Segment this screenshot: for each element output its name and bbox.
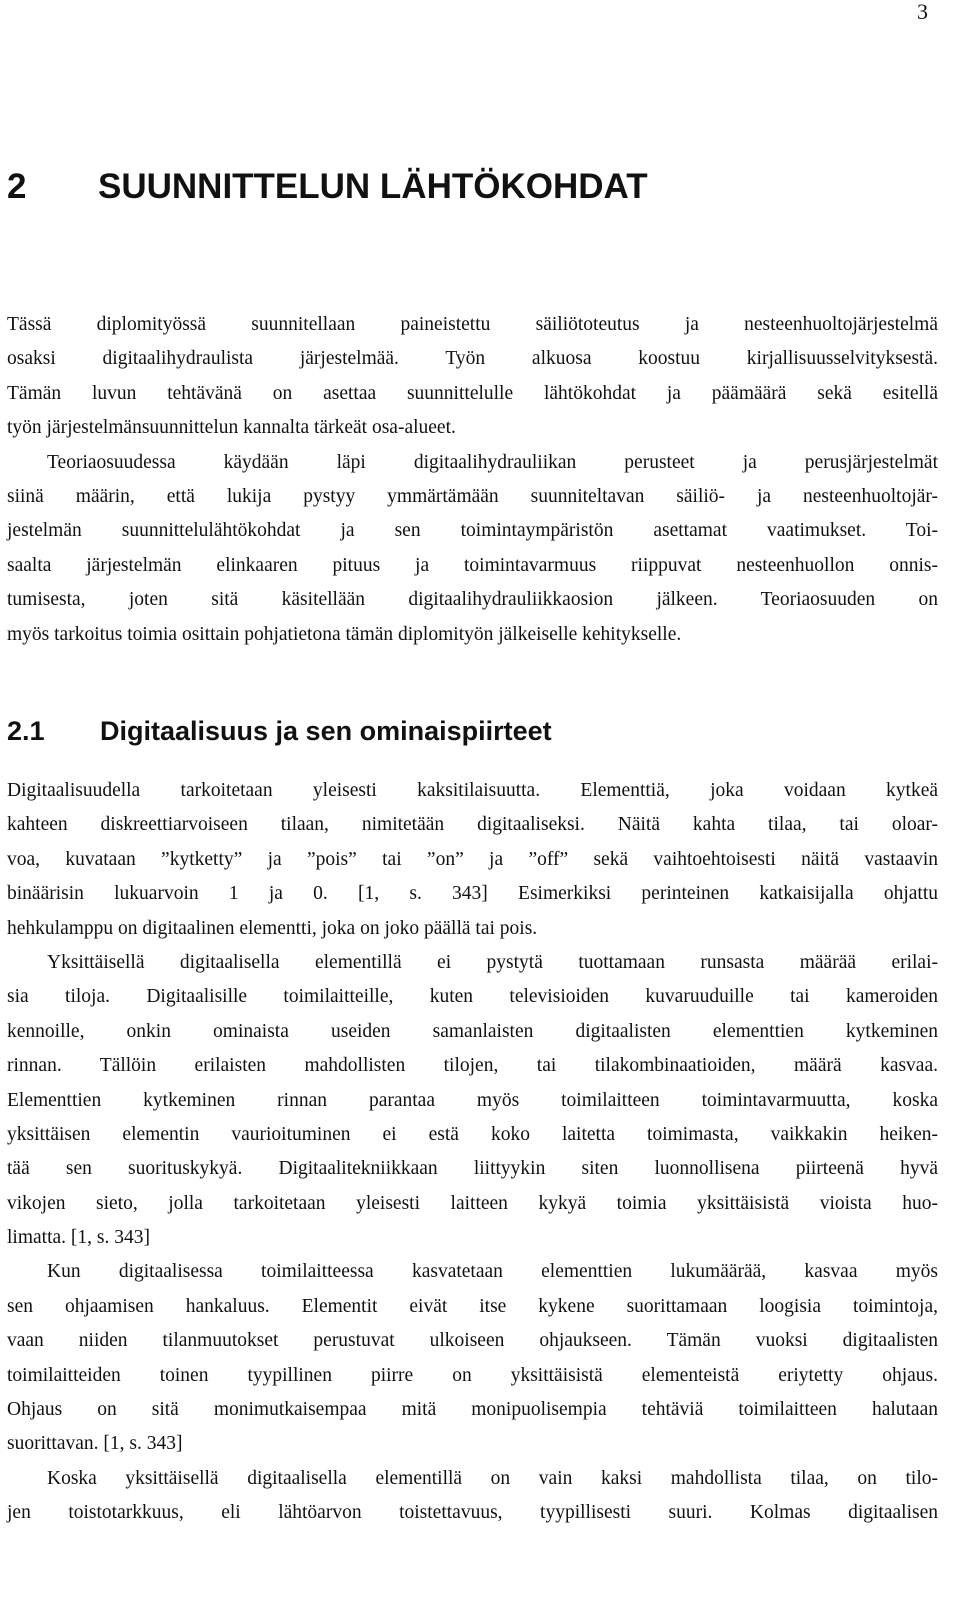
intro-text [7, 308, 938, 652]
text-line: osaksi digitaalihydraulista järjestelmää. Työn alkuosa koostuu kirjallisuusselvityksestä. [7, 348, 938, 370]
chapter-heading [7, 166, 648, 208]
text-line: Digitaalisuudella tarkoitetaan yleisesti kaksitilaisuutta. Elementtiä, joka voidaan kytkeä [7, 780, 938, 801]
text-line: Elementtien kytkeminen rinnan parantaa myös toimilaitteen toimintavarmuutta, koska [7, 1089, 938, 1111]
text-line: Tässä diplomityössä suunnitellaan paineistettu säiliötoteutus ja nesteenhuoltojärjestelmä [7, 314, 938, 335]
section-title: Digitaalisuus ja sen ominaispiirteet [100, 716, 552, 746]
text-line: kennoille, onkin ominaista useiden samanlaisten digitaalisten elementtien kytkeminen [7, 1020, 938, 1042]
page-number: 3 [917, 0, 928, 24]
text-line: työn järjestelmänsuunnittelun kannalta tärkeät osa-alueet. [7, 417, 456, 439]
section-number: 2.1 [7, 716, 45, 746]
text-line: Kun digitaalisessa toimilaitteessa kasvatetaan elementtien lukumäärää, kasvaa myös [47, 1261, 938, 1283]
text-line: sen ohjaamisen hankaluus. Elementit eivät itse kykene suorittamaan loogisia toimintoja, [7, 1295, 938, 1317]
text-line: hehkulamppu on digitaalinen elementti, joka on joko päällä tai pois. [7, 917, 538, 939]
text-line: limatta. [1, s. 343] [7, 1227, 150, 1249]
section-heading [7, 711, 552, 751]
text-line: saalta järjestelmän elinkaaren pituus ja toimintavarmuus riippuvat nesteenhuollon onnis- [7, 554, 938, 576]
text-line: vaan niiden tilanmuutokset perustuvat ulkoiseen ohjaukseen. Tämän vuoksi digitaalisten [7, 1330, 938, 1352]
text-line: rinnan. Tällöin erilaisten mahdollisten tilojen, tai tilakombinaatioiden, määrä kasvaa. [7, 1055, 938, 1077]
text-line: toimilaitteiden toinen tyypillinen piirre on yksittäisistä elementeistä eriytetty ohjaus. [7, 1364, 938, 1386]
text-line: jen toistotarkkuus, eli lähtöarvon toistettavuus, tyypillisesti suuri. Kolmas digitaalisen [7, 1502, 938, 1524]
chapter-number: 2 [7, 167, 27, 206]
text-line: kahteen diskreettiarvoiseen tilaan, nimitetään digitaaliseksi. Näitä kahta tilaa, tai oloar- [7, 814, 938, 836]
text-line: tää sen suorituskykyä. Digitaalitekniikkaan liittyykin siten luonnollisena piirteenä hyvä [7, 1158, 938, 1180]
text-line: suorittavan. [1, s. 343] [7, 1433, 183, 1455]
text-line: Tämän luvun tehtävänä on asettaa suunnittelulle lähtökohdat ja päämäärä sekä esitellä [7, 382, 938, 404]
text-line: jestelmän suunnittelulähtökohdat ja sen toimintaympäristön asettamat vaatimukset. Toi- [7, 520, 938, 542]
text-line: Koska yksittäisellä digitaalisella elementillä on vain kaksi mahdollista tilaa, on tilo- [47, 1467, 938, 1489]
text-line: binäärisin lukuarvoin 1 ja 0. [1, s. 343] Esimerkiksi perinteinen katkaisijalla ohjattu [7, 883, 938, 905]
text-line: vikojen sieto, jolla tarkoitetaan yleisesti laitteen kykyä toimia yksittäisistä vioista huo- [7, 1192, 938, 1214]
text-line: siinä määrin, että lukija pystyy ymmärtämään suunniteltavan säiliö- ja nesteenhuoltojär- [7, 485, 938, 507]
section-text [7, 774, 938, 1531]
text-line: Teoriaosuudessa käydään läpi digitaalihydrauliikan perusteet ja perusjärjestelmät [47, 451, 938, 473]
text-line: Yksittäisellä digitaalisella elementillä ei pystytä tuottamaan runsasta määrää erilai- [47, 951, 938, 973]
text-line: Ohjaus on sitä monimutkaisempaa mitä monipuolisempia tehtäviä toimilaitteen halutaan [7, 1399, 938, 1421]
text-line: yksittäisen elementin vaurioituminen ei estä koko laitetta toimimasta, vaikkakin heiken- [7, 1123, 938, 1145]
text-line: voa, kuvataan ”kytketty” ja ”pois” tai ”on” ja ”off” sekä vaihtoehtoisesti näitä vastaavin [7, 848, 938, 870]
chapter-title: SUUNNITTELUN LÄHTÖKOHDAT [98, 167, 648, 206]
text-line: sia tiloja. Digitaalisille toimilaitteille, kuten televisioiden kuvaruuduille tai kameroiden [7, 986, 938, 1008]
text-line: myös tarkoitus toimia osittain pohjatietona tämän diplomityön jälkeiselle kehitykselle. [7, 623, 682, 645]
text-line: tumisesta, joten sitä käsitellään digitaalihydrauliikkaosion jälkeen. Teoriaosuuden on [7, 589, 938, 611]
